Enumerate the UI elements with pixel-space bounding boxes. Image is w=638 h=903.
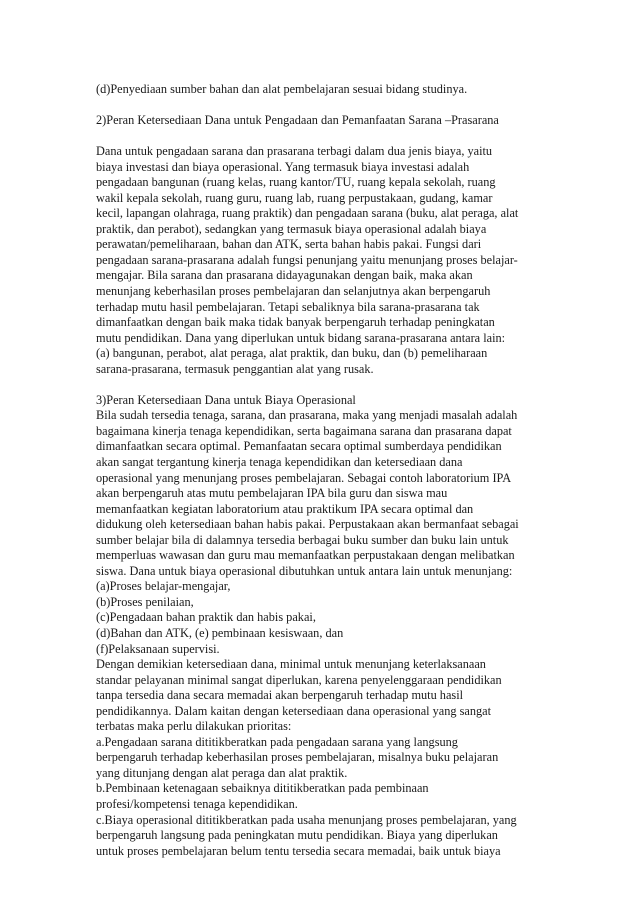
text-line: (c)Pengadaan bahan praktik dan habis pakai, xyxy=(96,610,316,625)
text-line: siswa. Dana untuk biaya operasional dibutuhkan untuk antara lain untuk menunjang: xyxy=(96,563,513,578)
text-line: (a)Proses belajar-mengajar, xyxy=(96,579,231,594)
text-line: berpengaruh terhadap keberhasilan proses pembelajaran, misalnya buku pelajaran xyxy=(96,750,499,765)
text-line: tanpa tersedia dana secara memadai akan berpengaruh terhadap mutu hasil xyxy=(96,688,464,703)
text-line: mutu pendidikan. Dana yang diperlukan untuk bidang sarana-prasarana antara lain: xyxy=(96,330,506,345)
text-line: yang ditunjang dengan alat peraga dan alat praktik. xyxy=(96,765,348,780)
text-line: (b)Proses penilaian, xyxy=(96,594,194,609)
text-line: (d)Penyediaan sumber bahan dan alat pembelajaran sesuai bidang studinya. xyxy=(96,82,468,96)
text-line: sarana-prasarana, termasuk penggantian alat yang rusak. xyxy=(96,361,374,376)
text-line: memperluas wawasan dan guru mau memanfaatkan perpustakaan dengan melibatkan xyxy=(96,548,515,563)
text-line: perawatan/pemeliharaan, bahan dan ATK, serta bahan habis pakai. Fungsi dari xyxy=(96,237,482,252)
text-line: mengajar. Bila sarana dan prasarana didayagunakan dengan baik, maka akan xyxy=(96,268,473,283)
text-line: praktik, dan perabot), sedangkan yang termasuk biaya operasional adalah biaya xyxy=(96,221,487,236)
text-line: (d)Bahan dan ATK, (e) pembinaan kesiswaan, dan xyxy=(96,626,344,640)
text-line: terbatas maka perlu dilakukan prioritas: xyxy=(96,719,292,734)
text-line: profesi/kompetensi tenaga kependidikan. xyxy=(96,797,298,812)
text-line: dimanfaatkan dengan baik maka tidak banyak berpengaruh terhadap peningkatan xyxy=(96,315,495,330)
text-line: biaya investasi dan biaya operasional. Yang termasuk biaya investasi adalah xyxy=(96,159,470,174)
text-line: (a) bangunan, perabot, alat peraga, alat praktik, dan buku, dan (b) pemeliharaan xyxy=(96,346,488,361)
text-line: a.Pengadaan sarana dititikberatkan pada pengadaan sarana yang langsung xyxy=(96,734,458,749)
text-line: (f)Pelaksanaan supervisi. xyxy=(96,641,220,656)
text-line: menunjang keberhasilan proses pembelajaran dan selanjutnya akan berpengaruh xyxy=(96,284,491,299)
text-line: kecil, lapangan olahraga, ruang praktik) dan pengadaan sarana (buku, alat peraga, alat xyxy=(96,206,519,221)
text-line: untuk proses pembelajaran belum tentu tersedia secara memadai, baik untuk biaya xyxy=(96,843,501,858)
text-line: terhadap mutu hasil pembelajaran. Tetapi sebaliknya bila sarana-prasarana tak xyxy=(96,299,480,314)
text-line: didukung oleh ketersediaan bahan habis pakai. Perpustakaan akan bermanfaat sebagai xyxy=(96,517,519,532)
text-line: operasional yang menunjang proses pembelajaran. Sebagai contoh laboratorium IPA xyxy=(96,470,512,485)
text-line: standar pelayanan minimal sangat diperlukan, karena penyelenggaraan pendidikan xyxy=(96,672,502,687)
text-line: c.Biaya operasional dititikberatkan pada usaha menunjang proses pembelajaran, yang xyxy=(96,812,517,827)
text-line: akan sangat tergantung kinerja tenaga kependidikan dan ketersediaan dana xyxy=(96,454,463,469)
text-line: akan berpengaruh atas mutu pembelajaran IPA bila guru dan siswa mau xyxy=(96,486,448,501)
text-line: pendidikannya. Dalam kaitan dengan ketersediaan dana operasional yang sangat xyxy=(96,703,492,718)
section-3-biaya-operasional xyxy=(96,393,548,859)
text-line: Bila sudah tersedia tenaga, sarana, dan prasarana, maka yang menjadi masalah adalah xyxy=(96,408,518,423)
text-line: memanfaatkan kegiatan laboratorium atau praktikum IPA secara optimal dan xyxy=(96,501,474,516)
text-line: Dengan demikian ketersediaan dana, minimal untuk menunjang keterlaksanaan xyxy=(96,657,486,672)
text-line: pengadaan bangunan (ruang kelas, ruang kantor/TU, ruang kepala sekolah, ruang xyxy=(96,175,496,190)
text-line: pengadaan sarana-prasarana adalah fungsi penunjang yaitu menunjang proses belajar- xyxy=(96,252,518,267)
text-line: wakil kepala sekolah, ruang guru, ruang lab, ruang perpustakaan, gudang, kamar xyxy=(96,190,493,205)
text-line: sumber belajar bila di dalamnya tersedia berbagai buku sumber dan buku lain untuk xyxy=(96,532,509,547)
item-d-penyediaan xyxy=(96,82,548,98)
text-line: dimanfaatkan secara optimal. Pemanfaatan secara optimal sumberdaya pendidikan xyxy=(96,439,502,454)
document-page xyxy=(96,82,548,859)
text-line: b.Pembinaan ketenagaan sebaiknya dititikberatkan pada pembinaan xyxy=(96,781,429,796)
text-line: Dana untuk pengadaan sarana dan prasarana terbagi dalam dua jenis biaya, yaitu xyxy=(96,144,493,159)
text-line: 2)Peran Ketersediaan Dana untuk Pengadaan dan Pemanfaatan Sarana –Prasarana xyxy=(96,113,499,128)
paragraph-sarana-prasarana xyxy=(96,144,548,377)
section-2-heading xyxy=(96,113,548,129)
text-line: 3)Peran Ketersediaan Dana untuk Biaya Operasional xyxy=(96,392,356,407)
text-line: berpengaruh langsung pada peningkatan mutu pendidikan. Biaya yang diperlukan xyxy=(96,828,498,843)
text-line: bagaimana kinerja tenaga kependidikan, serta bagaimana sarana dan prasarana dapat xyxy=(96,423,512,438)
